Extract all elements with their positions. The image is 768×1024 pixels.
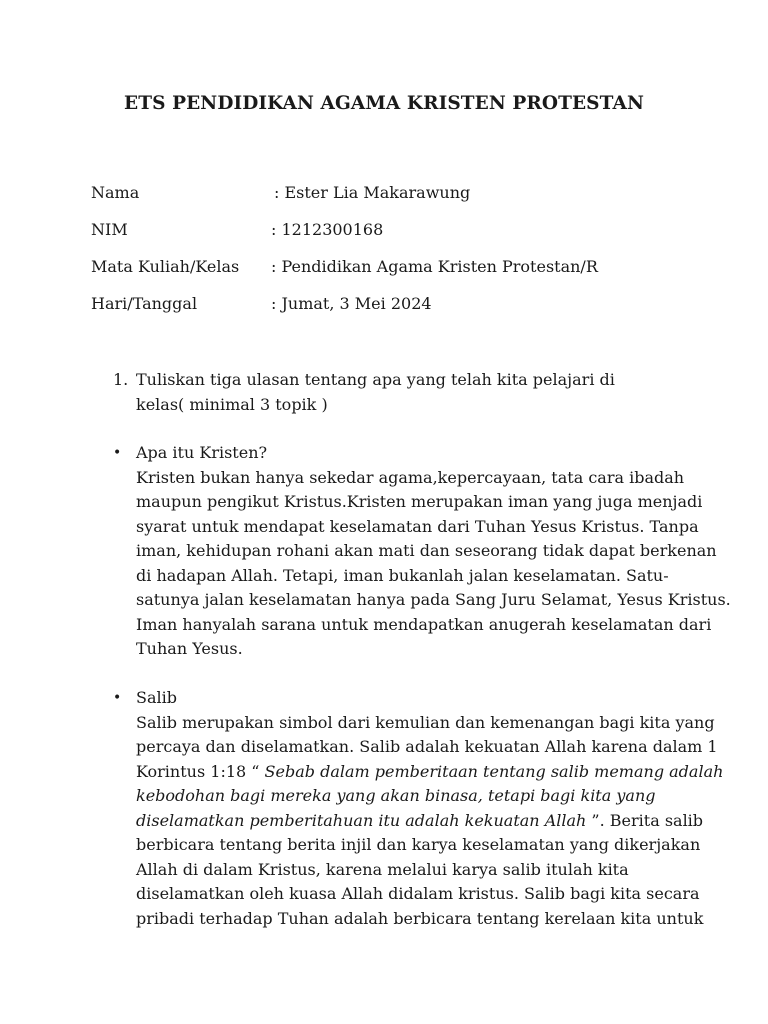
info-label: Hari/Tanggal: [91, 294, 198, 313]
info-label: NIM: [91, 220, 128, 239]
question-number: 1.: [113, 370, 129, 389]
info-value: : Pendidikan Agama Kristen Protestan/R: [271, 257, 598, 276]
info-row-hari-tanggal: [91, 292, 711, 316]
bible-quote: Sebab dalam pemberitaan tentang salib memang adalah: [264, 761, 724, 781]
paragraph-line: Allah di dalam Kristus, karena melalui karya salib itulah kita: [136, 859, 629, 879]
question-line: Tuliskan tiga ulasan tentang apa yang telah kita pelajari di: [136, 370, 615, 389]
paragraph-line: Iman hanyalah sarana untuk mendapatkan anugerah keselamatan dari: [136, 614, 712, 634]
info-label: Mata Kuliah/Kelas: [91, 257, 240, 276]
topic-heading: Apa itu Kristen?: [136, 443, 268, 462]
paragraph-line: diselamatkan oleh kuasa Allah didalam kristus. Salib bagi kita secara: [136, 884, 700, 903]
info-row-mata-kuliah: [91, 255, 711, 279]
plain-text: ”. Berita salib: [586, 810, 704, 830]
info-value: : Jumat, 3 Mei 2024: [271, 294, 432, 313]
paragraph-line: di hadapan Allah. Tetapi, iman bukanlah jalan keselamatan. Satu-: [136, 565, 669, 585]
paragraph-line: syarat untuk mendapat keselamatan dari Tuhan Yesus Kristus. Tanpa: [136, 516, 699, 536]
paragraph-line: iman, kehidupan rohani akan mati dan seseorang tidak dapat berkenan: [136, 541, 717, 560]
bullet-icon: •: [113, 445, 122, 461]
info-value: : Ester Lia Makarawung: [274, 183, 471, 202]
bullet-icon: •: [113, 690, 122, 706]
paragraph-line: Kristen bukan hanya sekedar agama,kepercayaan, tata cara ibadah: [136, 467, 685, 487]
topic-body: [136, 441, 731, 662]
plain-text: Korintus 1:18 “: [136, 761, 265, 781]
paragraph-line: Tuhan Yesus.: [136, 639, 243, 658]
paragraph-line: satunya jalan keselamatan hanya pada Sang Juru Selamat, Yesus Kristus.: [136, 590, 731, 609]
paragraph-line: maupun pengikut Kristus.Kristen merupakan iman yang juga menjadi: [136, 492, 703, 511]
paragraph-line: percaya dan diselamatkan. Salib adalah kekuatan Allah karena dalam 1: [136, 737, 718, 756]
bible-quote: diselamatkan pemberitahuan itu adalah kekuatan Allah: [136, 810, 587, 830]
paragraph-line: Salib merupakan simbol dari kemulian dan kemenangan bagi kita yang: [136, 712, 715, 732]
paragraph-line: [136, 760, 724, 785]
paragraph-line: berbicara tentang berita injil dan karya keselamatan yang dikerjakan: [136, 835, 701, 854]
question-line: kelas( minimal 3 topik ): [136, 394, 328, 414]
document-title: ETS PENDIDIKAN AGAMA KRISTEN PROTESTAN: [124, 93, 644, 114]
paragraph-line: [136, 784, 684, 809]
topic-heading: Salib: [136, 688, 177, 707]
paragraph-line: [136, 809, 704, 834]
question-text: [136, 368, 615, 417]
info-row-nama: [91, 181, 711, 205]
info-row-nim: [91, 218, 711, 242]
info-label: Nama: [91, 183, 140, 202]
info-value: : 1212300168: [271, 220, 384, 239]
topic-body: [136, 686, 724, 931]
paragraph-line: pribadi terhadap Tuhan adalah berbicara tentang kerelaan kita untuk: [136, 908, 704, 928]
bible-quote: kebodohan bagi mereka yang akan binasa, tetapi bagi kita yang: [136, 786, 656, 805]
